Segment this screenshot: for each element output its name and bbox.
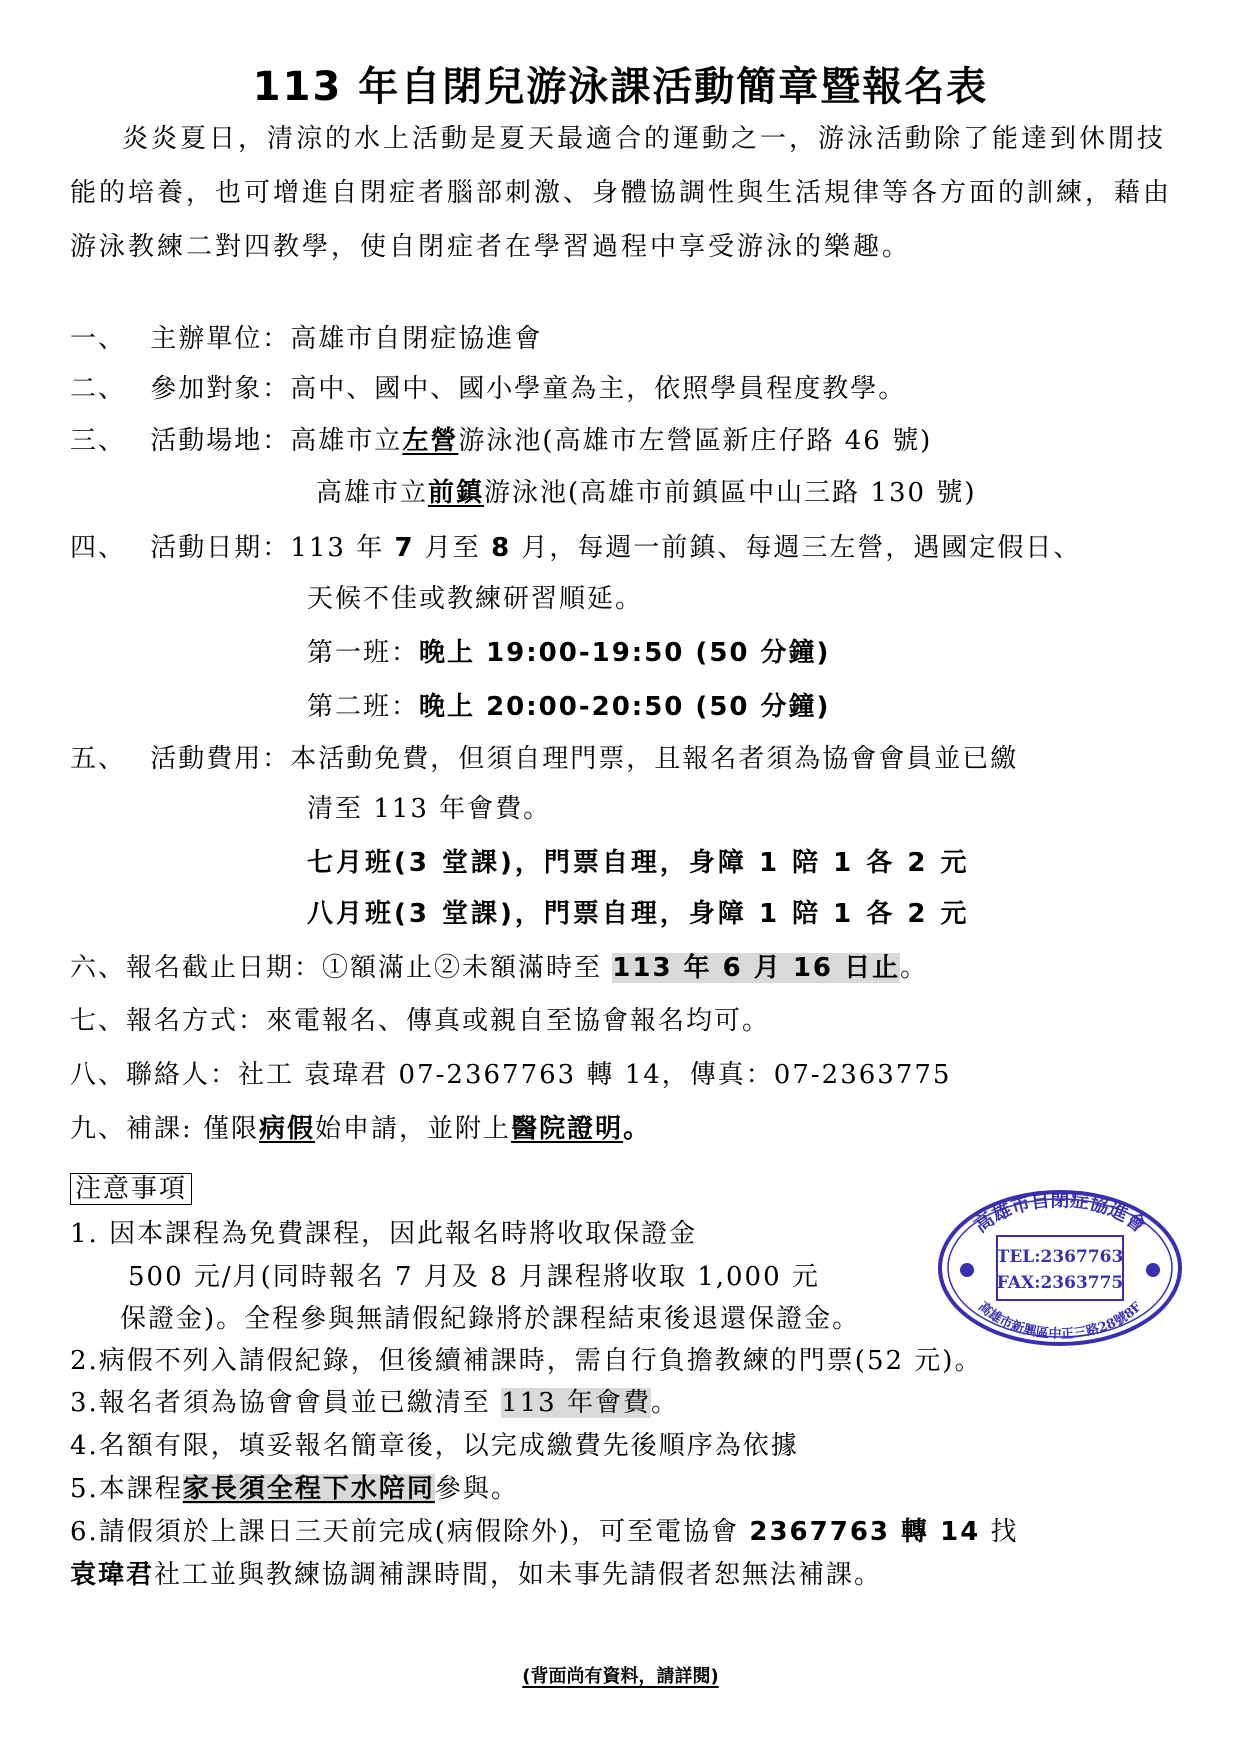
class-1 [307,632,830,669]
section-number: 四、 [70,533,127,563]
association-stamp [935,1188,1185,1348]
makeup-text: 九、補課: 僅限 [70,1114,260,1144]
note-6-text: 6.請假須於上課日三天前完成(病假除外)，可至電協會 [70,1517,750,1547]
deadline-end: 。 [900,953,929,983]
dates-text: 113 年 [290,533,395,563]
venue-1-prefix: 高雄市立 [290,426,403,456]
class-label: 第二班： [307,692,420,722]
fees-august: 八月班(3 堂課)，門票自理，身障 1 陪 1 各 2 元 [307,899,970,929]
note-6-line-2 [70,1554,882,1591]
deadline-label: 六、報名截止日期：①額滿止②未額滿時至 [70,953,613,983]
dates-text: 月，每週一前鎮、每週三左營，遇國定假日、 [511,533,1082,563]
class-time: 晚上 19:00-19:50 (50 分鐘) [419,638,831,668]
note-3 [70,1382,679,1419]
stamp-fax: FAX:2363775 [996,1273,1124,1293]
note-5 [70,1468,519,1505]
note-3-highlight: 113 年會費 [501,1388,651,1418]
section-label: 參加對象： [150,374,291,404]
stamp-tel: TEL:2367763 [996,1247,1124,1267]
note-4: 4.名額有限，填妥報名簡章後，以完成繳費先後順序為依據 [70,1431,799,1461]
section-participants [70,368,906,405]
note-5-highlight: 家長須全程下水陪同 [182,1474,435,1504]
section-label: 活動場地： [150,426,291,456]
page-title: 113 年自閉兒游泳課活動簡章暨報名表 [252,64,989,110]
note-5-end: 參與。 [434,1474,519,1504]
makeup-certificate: 醫院證明 [511,1114,624,1144]
section-label: 主辦單位： [150,324,291,354]
deadline-date: 113 年 6 月 16 日止 [612,953,901,983]
note-6-line-1 [70,1511,1019,1548]
section-organizer [70,318,542,355]
fees-line-2: 清至 113 年會費。 [307,794,552,824]
notes-heading-box: 注意事項 [70,1173,192,1205]
section-fees [70,738,1018,775]
venue-2-prefix: 高雄市立 [316,478,429,508]
section-value: 高雄市自閉症協進會 [290,324,543,354]
note-6-phone: 2367763 轉 14 [749,1517,981,1547]
stamp-address: 高雄市新興區中正三路28號8F [975,1299,1145,1343]
section-number: 五、 [70,744,127,774]
makeup-sick-leave: 病假 [259,1114,316,1144]
note-3-end: 。 [650,1388,679,1418]
note-1-line-2: 500 元/月(同時報名 7 月及 8 月課程將收取 1,000 元 [128,1262,820,1292]
section-venue [70,420,932,457]
footer-text: (背面尚有資料，請詳閱) [522,1666,719,1687]
makeup-end: 。 [623,1114,652,1144]
class-time: 晚上 20:00-20:50 (50 分鐘) [419,692,831,722]
section-label: 活動費用： [150,744,291,774]
makeup-text: 始申請，並附上 [315,1114,512,1144]
dates-line-2: 天候不佳或教練研習順延。 [307,584,644,614]
svg-text:高雄市自閉症協進會 [970,1188,1151,1237]
section-contact: 八、聯絡人：社工 袁瑋君 07-2367763 轉 14，傳真：07-2363775 [70,1060,952,1090]
venue-2-address: 游泳池(高雄市前鎮區中山三路 130 號) [484,478,977,508]
fees-july: 七月班(3 堂課)，門票自理，身障 1 陪 1 各 2 元 [307,848,970,878]
intro-paragraph: 炎炎夏日，清涼的水上活動是夏天最適合的運動之一，游泳活動除了能達到休閒技能的培養，也可增進自閉症者腦部刺激、身體協調性與生活規律等各方面的訓練，藉由游泳教練二對四教學，使自閉症者在學習過程中享受游泳的樂趣。 [70,124,1173,262]
dates-month-start: 7 [394,533,415,563]
section-method: 七、報名方式：來電報名、傳真或親自至協會報名均可。 [70,1006,771,1036]
section-makeup [70,1108,651,1145]
note-3-text: 3.報名者須為協會會員並已繳清至 [70,1388,502,1418]
venue-1-name: 左營 [402,426,459,456]
venue-2-name: 前鎮 [428,478,485,508]
note-1-line-3: 保證金)。全程參與無請假紀錄將於課程結束後退還保證金。 [120,1304,861,1334]
section-number: 一、 [70,324,127,354]
note-6-text: 找 [980,1517,1019,1547]
class-2 [307,686,830,723]
note-1-line-1: 1. 因本課程為免費課程，因此報名時將收取保證金 [70,1219,698,1249]
dates-month-end: 8 [491,533,512,563]
note-5-text: 5.本課程 [70,1474,183,1504]
section-dates [70,527,1081,564]
section-value: 高中、國中、國小學童為主，依照學員程度教學。 [290,374,907,404]
dates-text: 月至 [414,533,492,563]
notes-heading [70,1168,192,1205]
section-deadline [70,947,928,984]
note-6-text: 社工並與教練協調補課時間，如未事先請假者恕無法補課。 [154,1560,883,1590]
venue-line-2 [316,472,976,509]
section-number: 三、 [70,426,127,456]
section-number: 二、 [70,374,127,404]
section-label: 活動日期： [150,533,291,563]
note-6-contact-name: 袁瑋君 [70,1560,155,1590]
fees-text: 本活動免費，但須自理門票，且報名者須為協會會員並已繳 [290,744,1019,774]
venue-1-address: 游泳池(高雄市左營區新庄仔路 46 號) [458,426,933,456]
class-label: 第一班： [307,638,420,668]
footer-note [0,1662,1241,1688]
stamp-org: 高雄市自閉症協進會 [970,1189,1150,1238]
note-2: 2.病假不列入請假紀錄，但後續補課時，需自行負擔教練的門票(52 元)。 [70,1346,983,1376]
